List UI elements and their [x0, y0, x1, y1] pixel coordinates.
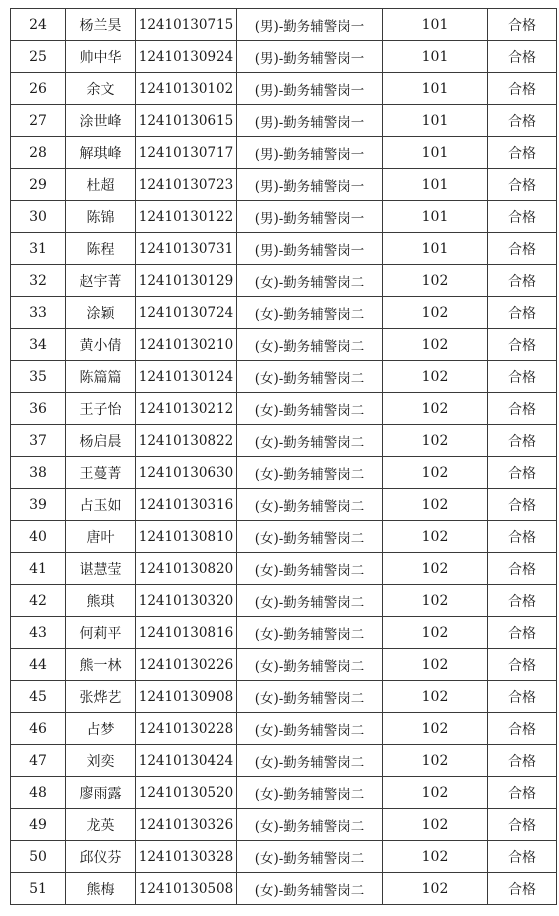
candidate-name-cell: 解琪峰: [66, 137, 136, 169]
table-row: [11, 489, 557, 521]
position-cell: (男)-勤务辅警岗一: [237, 9, 383, 41]
position-cell: (女)-勤务辅警岗二: [237, 777, 383, 809]
table-row: [11, 169, 557, 201]
position-code-cell: 102: [383, 393, 488, 425]
position-cell: (女)-勤务辅警岗二: [237, 521, 383, 553]
result-cell: 合格: [488, 105, 557, 137]
ticket-number-cell: 12410130212: [136, 393, 237, 425]
candidate-name-cell: 占玉如: [66, 489, 136, 521]
candidate-name-cell: 张烨艺: [66, 681, 136, 713]
ticket-number-cell: 12410130520: [136, 777, 237, 809]
ticket-number-cell: 12410130615: [136, 105, 237, 137]
position-cell: (女)-勤务辅警岗二: [237, 489, 383, 521]
position-cell: (女)-勤务辅警岗二: [237, 681, 383, 713]
row-number-cell: 42: [11, 585, 66, 617]
ticket-number-cell: 12410130320: [136, 585, 237, 617]
result-cell: 合格: [488, 841, 557, 873]
row-number-cell: 26: [11, 73, 66, 105]
row-number-cell: 48: [11, 777, 66, 809]
row-number-cell: 24: [11, 9, 66, 41]
result-cell: 合格: [488, 681, 557, 713]
position-cell: (女)-勤务辅警岗二: [237, 617, 383, 649]
ticket-number-cell: 12410130924: [136, 41, 237, 73]
position-code-cell: 101: [383, 9, 488, 41]
ticket-number-cell: 12410130816: [136, 617, 237, 649]
position-cell: (男)-勤务辅警岗一: [237, 201, 383, 233]
result-cell: 合格: [488, 41, 557, 73]
position-cell: (男)-勤务辅警岗一: [237, 41, 383, 73]
result-cell: 合格: [488, 361, 557, 393]
candidate-name-cell: 赵宇菁: [66, 265, 136, 297]
position-cell: (女)-勤务辅警岗二: [237, 713, 383, 745]
table-row: [11, 73, 557, 105]
ticket-number-cell: 12410130723: [136, 169, 237, 201]
candidate-name-cell: 杨兰昊: [66, 9, 136, 41]
ticket-number-cell: 12410130226: [136, 649, 237, 681]
candidate-name-cell: 杨启晨: [66, 425, 136, 457]
result-cell: 合格: [488, 329, 557, 361]
result-cell: 合格: [488, 169, 557, 201]
row-number-cell: 33: [11, 297, 66, 329]
ticket-number-cell: 12410130822: [136, 425, 237, 457]
candidate-name-cell: 王蔓菁: [66, 457, 136, 489]
table-row: [11, 745, 557, 777]
row-number-cell: 27: [11, 105, 66, 137]
table-row: [11, 233, 557, 265]
table-row: [11, 329, 557, 361]
result-cell: 合格: [488, 745, 557, 777]
table-row: [11, 41, 557, 73]
ticket-number-cell: 12410130424: [136, 745, 237, 777]
row-number-cell: 40: [11, 521, 66, 553]
table-row: [11, 777, 557, 809]
position-code-cell: 102: [383, 425, 488, 457]
row-number-cell: 36: [11, 393, 66, 425]
ticket-number-cell: 12410130124: [136, 361, 237, 393]
position-code-cell: 102: [383, 777, 488, 809]
row-number-cell: 34: [11, 329, 66, 361]
ticket-number-cell: 12410130316: [136, 489, 237, 521]
candidate-name-cell: 占梦: [66, 713, 136, 745]
table-row: [11, 617, 557, 649]
position-cell: (男)-勤务辅警岗一: [237, 233, 383, 265]
ticket-number-cell: 12410130508: [136, 873, 237, 905]
result-cell: 合格: [488, 521, 557, 553]
row-number-cell: 43: [11, 617, 66, 649]
position-cell: (男)-勤务辅警岗一: [237, 105, 383, 137]
table-row: [11, 553, 557, 585]
position-cell: (女)-勤务辅警岗二: [237, 265, 383, 297]
candidate-name-cell: 陈程: [66, 233, 136, 265]
candidate-name-cell: 刘奕: [66, 745, 136, 777]
table-row: [11, 361, 557, 393]
table-row: [11, 105, 557, 137]
position-cell: (女)-勤务辅警岗二: [237, 297, 383, 329]
position-cell: (女)-勤务辅警岗二: [237, 393, 383, 425]
position-code-cell: 101: [383, 233, 488, 265]
position-code-cell: 101: [383, 41, 488, 73]
position-code-cell: 102: [383, 873, 488, 905]
ticket-number-cell: 12410130717: [136, 137, 237, 169]
table-row: [11, 9, 557, 41]
candidate-name-cell: 龙英: [66, 809, 136, 841]
ticket-number-cell: 12410130731: [136, 233, 237, 265]
row-number-cell: 31: [11, 233, 66, 265]
table-row: [11, 873, 557, 905]
result-cell: 合格: [488, 425, 557, 457]
ticket-number-cell: 12410130908: [136, 681, 237, 713]
candidate-name-cell: 谌慧莹: [66, 553, 136, 585]
table-row: [11, 393, 557, 425]
result-cell: 合格: [488, 9, 557, 41]
row-number-cell: 28: [11, 137, 66, 169]
ticket-number-cell: 12410130129: [136, 265, 237, 297]
table-row: [11, 457, 557, 489]
document-page: [10, 8, 550, 905]
position-cell: (女)-勤务辅警岗二: [237, 841, 383, 873]
result-cell: 合格: [488, 873, 557, 905]
row-number-cell: 44: [11, 649, 66, 681]
ticket-number-cell: 12410130820: [136, 553, 237, 585]
position-code-cell: 102: [383, 841, 488, 873]
result-cell: 合格: [488, 553, 557, 585]
row-number-cell: 50: [11, 841, 66, 873]
position-cell: (女)-勤务辅警岗二: [237, 457, 383, 489]
position-cell: (女)-勤务辅警岗二: [237, 425, 383, 457]
position-cell: (女)-勤务辅警岗二: [237, 329, 383, 361]
position-code-cell: 102: [383, 553, 488, 585]
result-cell: 合格: [488, 297, 557, 329]
candidate-name-cell: 陈篇篇: [66, 361, 136, 393]
table-row: [11, 809, 557, 841]
position-code-cell: 102: [383, 617, 488, 649]
position-code-cell: 102: [383, 521, 488, 553]
position-cell: (女)-勤务辅警岗二: [237, 361, 383, 393]
ticket-number-cell: 12410130715: [136, 9, 237, 41]
row-number-cell: 35: [11, 361, 66, 393]
position-cell: (男)-勤务辅警岗一: [237, 73, 383, 105]
ticket-number-cell: 12410130326: [136, 809, 237, 841]
row-number-cell: 37: [11, 425, 66, 457]
candidate-name-cell: 杜超: [66, 169, 136, 201]
table-row: [11, 841, 557, 873]
result-cell: 合格: [488, 457, 557, 489]
ticket-number-cell: 12410130228: [136, 713, 237, 745]
ticket-number-cell: 12410130810: [136, 521, 237, 553]
ticket-number-cell: 12410130328: [136, 841, 237, 873]
position-code-cell: 101: [383, 169, 488, 201]
position-code-cell: 101: [383, 137, 488, 169]
position-code-cell: 102: [383, 457, 488, 489]
table-row: [11, 713, 557, 745]
row-number-cell: 39: [11, 489, 66, 521]
position-cell: (女)-勤务辅警岗二: [237, 873, 383, 905]
row-number-cell: 49: [11, 809, 66, 841]
position-code-cell: 102: [383, 713, 488, 745]
result-cell: 合格: [488, 585, 557, 617]
candidate-name-cell: 何莉平: [66, 617, 136, 649]
result-cell: 合格: [488, 649, 557, 681]
result-cell: 合格: [488, 201, 557, 233]
position-code-cell: 102: [383, 681, 488, 713]
result-cell: 合格: [488, 393, 557, 425]
position-code-cell: 101: [383, 201, 488, 233]
position-code-cell: 102: [383, 329, 488, 361]
results-table: [10, 8, 557, 905]
table-row: [11, 265, 557, 297]
position-cell: (女)-勤务辅警岗二: [237, 553, 383, 585]
candidate-name-cell: 廖雨露: [66, 777, 136, 809]
position-cell: (女)-勤务辅警岗二: [237, 585, 383, 617]
result-cell: 合格: [488, 777, 557, 809]
table-row: [11, 425, 557, 457]
table-row: [11, 681, 557, 713]
candidate-name-cell: 唐叶: [66, 521, 136, 553]
candidate-name-cell: 余文: [66, 73, 136, 105]
candidate-name-cell: 涂世峰: [66, 105, 136, 137]
result-cell: 合格: [488, 489, 557, 521]
position-cell: (女)-勤务辅警岗二: [237, 649, 383, 681]
candidate-name-cell: 邱仪芬: [66, 841, 136, 873]
result-cell: 合格: [488, 617, 557, 649]
results-table-body: [11, 9, 557, 905]
result-cell: 合格: [488, 137, 557, 169]
ticket-number-cell: 12410130724: [136, 297, 237, 329]
position-code-cell: 102: [383, 585, 488, 617]
ticket-number-cell: 12410130122: [136, 201, 237, 233]
ticket-number-cell: 12410130102: [136, 73, 237, 105]
table-row: [11, 297, 557, 329]
position-code-cell: 102: [383, 489, 488, 521]
result-cell: 合格: [488, 265, 557, 297]
ticket-number-cell: 12410130210: [136, 329, 237, 361]
position-cell: (男)-勤务辅警岗一: [237, 137, 383, 169]
candidate-name-cell: 涂颖: [66, 297, 136, 329]
position-code-cell: 102: [383, 649, 488, 681]
candidate-name-cell: 王子怡: [66, 393, 136, 425]
result-cell: 合格: [488, 713, 557, 745]
row-number-cell: 25: [11, 41, 66, 73]
position-cell: (男)-勤务辅警岗一: [237, 169, 383, 201]
position-cell: (女)-勤务辅警岗二: [237, 745, 383, 777]
position-cell: (女)-勤务辅警岗二: [237, 809, 383, 841]
candidate-name-cell: 熊梅: [66, 873, 136, 905]
result-cell: 合格: [488, 233, 557, 265]
candidate-name-cell: 帅中华: [66, 41, 136, 73]
table-row: [11, 649, 557, 681]
candidate-name-cell: 熊一林: [66, 649, 136, 681]
result-cell: 合格: [488, 809, 557, 841]
position-code-cell: 102: [383, 361, 488, 393]
table-row: [11, 137, 557, 169]
table-row: [11, 585, 557, 617]
candidate-name-cell: 熊琪: [66, 585, 136, 617]
row-number-cell: 41: [11, 553, 66, 585]
position-code-cell: 102: [383, 265, 488, 297]
table-row: [11, 201, 557, 233]
row-number-cell: 32: [11, 265, 66, 297]
table-row: [11, 521, 557, 553]
row-number-cell: 38: [11, 457, 66, 489]
candidate-name-cell: 黄小倩: [66, 329, 136, 361]
row-number-cell: 47: [11, 745, 66, 777]
row-number-cell: 51: [11, 873, 66, 905]
row-number-cell: 29: [11, 169, 66, 201]
candidate-name-cell: 陈锦: [66, 201, 136, 233]
row-number-cell: 30: [11, 201, 66, 233]
position-code-cell: 102: [383, 297, 488, 329]
position-code-cell: 102: [383, 745, 488, 777]
row-number-cell: 46: [11, 713, 66, 745]
position-code-cell: 101: [383, 105, 488, 137]
result-cell: 合格: [488, 73, 557, 105]
position-code-cell: 102: [383, 809, 488, 841]
row-number-cell: 45: [11, 681, 66, 713]
ticket-number-cell: 12410130630: [136, 457, 237, 489]
position-code-cell: 101: [383, 73, 488, 105]
